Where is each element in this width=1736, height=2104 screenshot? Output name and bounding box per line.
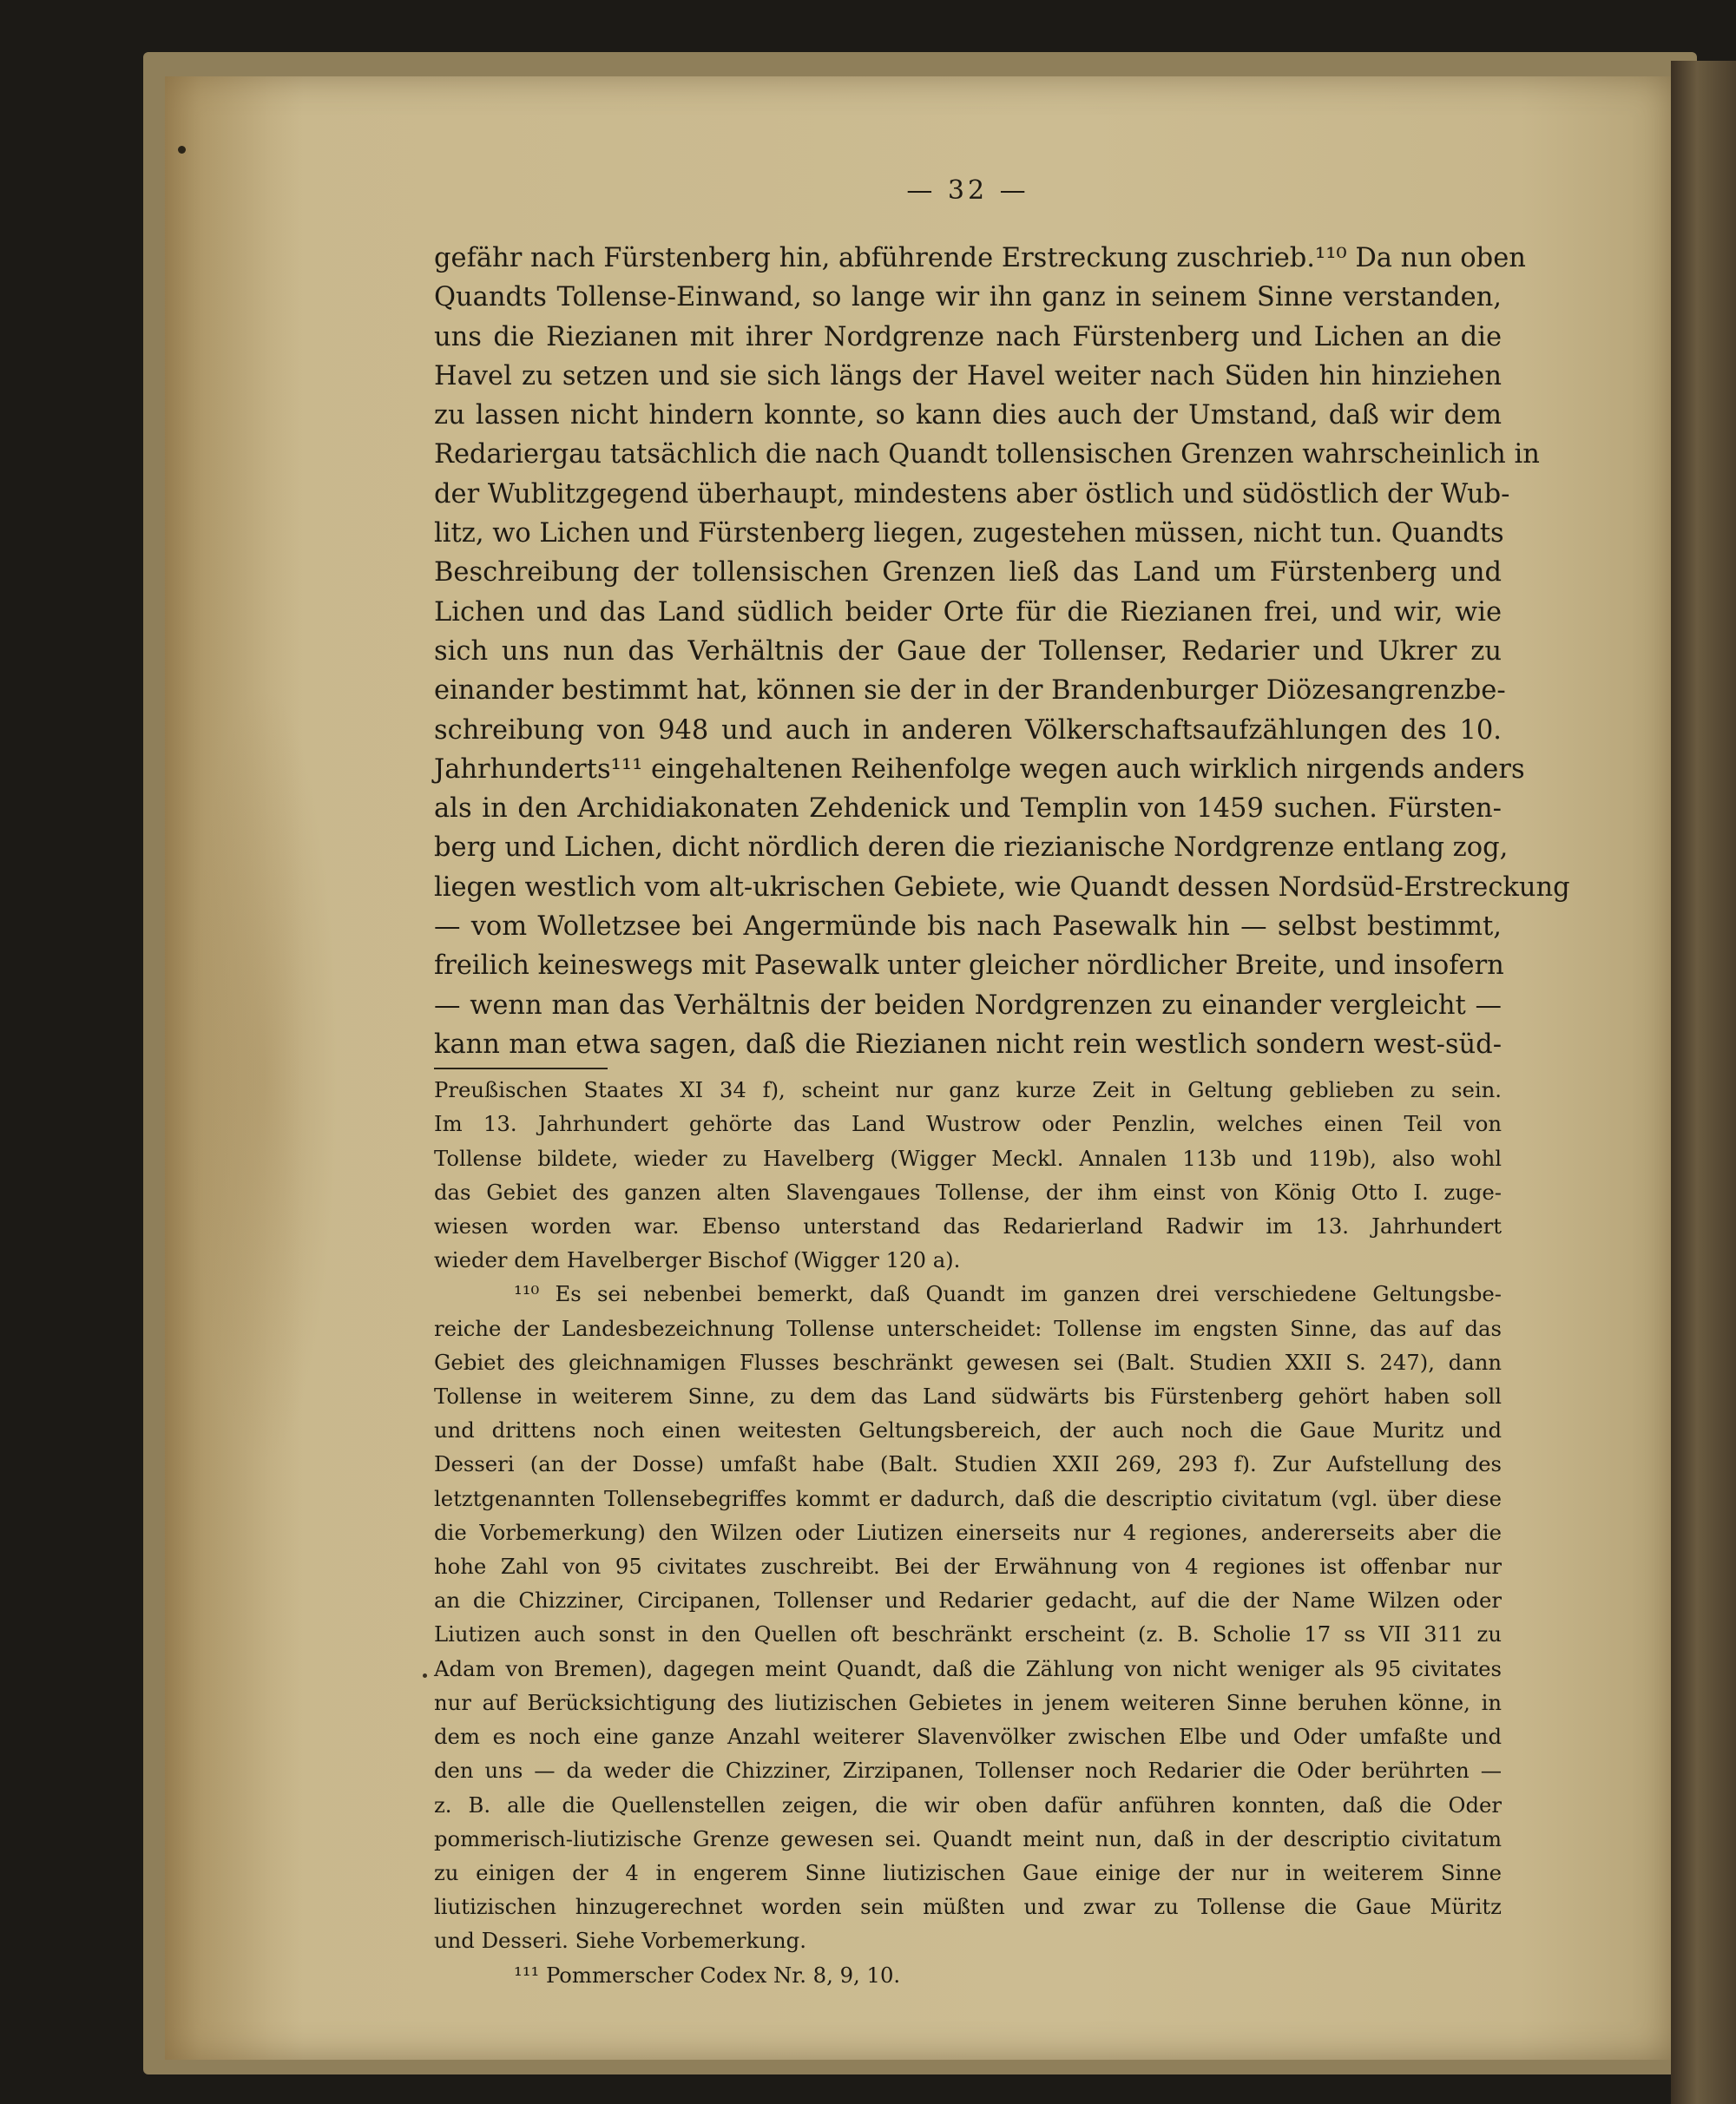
text-line: berg und Lichen, dicht nördlich deren die riezianische Nordgrenze entlang zog,: [434, 832, 1509, 864]
footnote-line: das Gebiet des ganzen alten Slavengaues Tollense, der ihm einst von König Otto I. zuge-: [434, 1179, 1502, 1205]
page-content: [434, 165, 1570, 1992]
footnote-continuation: [434, 1073, 1502, 1277]
facing-page-edge: [1671, 61, 1736, 2104]
footnote-line: wiesen worden war. Ebenso unterstand das Redarierland Radwir im 13. Jahrhundert: [434, 1213, 1502, 1239]
footnote-line: Gebiet des gleichnamigen Flusses beschränkt gewesen sei (Balt. Studien XXII S. 247), dann: [434, 1349, 1502, 1375]
ink-spot: [178, 146, 186, 154]
footnote-line: die Vorbemerkung) den Wilzen oder Liutizen einerseits nur 4 regiones, andererseits aber die: [434, 1519, 1502, 1545]
footnote-line: und Desseri. Siehe Vorbemerkung.: [434, 1928, 806, 1954]
footnote-line: ¹¹⁰ Es sei nebenbei bemerkt, daß Quandt im ganzen drei verschiedene Geltungsbe-: [514, 1281, 1502, 1307]
text-line: Lichen und das Land südlich beider Orte für die Riezianen frei, und wir, wie: [434, 596, 1502, 628]
footnote-line: hohe Zahl von 95 civitates zuschreibt. Bei der Erwähnung von 4 regiones ist offenbar nur: [434, 1554, 1502, 1580]
text-line: Beschreibung der tollensischen Grenzen ließ das Land um Fürstenberg und: [434, 557, 1502, 588]
footnote-line: Liutizen auch sonst in den Quellen oft beschränkt erscheint (z. B. Scholie 17 ss VII 311 zu: [434, 1621, 1502, 1647]
footnote-line: zu einigen der 4 in engerem Sinne liutizischen Gaue einige der nur in weiterem Sinne: [434, 1859, 1502, 1885]
footnote-line: ¹¹¹ Pommerscher Codex Nr. 8, 9, 10.: [514, 1962, 901, 1988]
text-line: — vom Wolletzsee bei Angermünde bis nach Pasewalk hin — selbst bestimmt,: [434, 911, 1502, 943]
footnote-111: [434, 1958, 1502, 1992]
footnote-line: nur auf Berücksichtigung des liutizischen Gebietes in jenem weiteren Sinne beruhen könne, in: [434, 1689, 1502, 1715]
footnote-line: Adam von Bremen), dagegen meint Quandt, daß die Zählung von nicht weniger als 95 civitates: [434, 1655, 1502, 1681]
footnote-divider: [434, 1068, 608, 1069]
footnote-line: Desseri (an der Dosse) umfaßt habe (Balt. Studien XXII 269, 293 f). Zur Aufstellung des: [434, 1451, 1502, 1477]
footnote-line: Tollense bildete, wieder zu Havelberg (Wigger Meckl. Annalen 113b und 119b), also wohl: [434, 1145, 1502, 1171]
text-line: Quandts Tollense-Einwand, so lange wir ihn ganz in seinem Sinne verstanden,: [434, 282, 1502, 313]
text-line: einander bestimmt hat, können sie der in der Brandenburger Diözesangrenzbe-: [434, 675, 1506, 707]
page-stain: [191, 684, 339, 1465]
text-line: zu lassen nicht hindern konnte, so kann dies auch der Umstand, daß wir dem: [434, 400, 1502, 431]
ink-spot: [423, 1673, 427, 1678]
footnote-line: und drittens noch einen weitesten Geltungsbereich, der auch noch die Gaue Muritz und: [434, 1417, 1502, 1443]
text-line: — wenn man das Verhältnis der beiden Nordgrenzen zu einander vergleicht —: [434, 990, 1502, 1021]
page-number: — 32 —: [906, 175, 1029, 206]
footnote-110: [434, 1277, 1502, 1957]
footnote-line: Im 13. Jahrhundert gehörte das Land Wustrow oder Penzlin, welches einen Teil von: [434, 1111, 1502, 1137]
text-line: freilich keineswegs mit Pasewalk unter gleicher nördlicher Breite, und insofern: [434, 950, 1504, 982]
text-line: uns die Riezianen mit ihrer Nordgrenze nach Fürstenberg und Lichen an die: [434, 321, 1502, 352]
text-line: liegen westlich vom alt-ukrischen Gebiete, wie Quandt dessen Nordsüd-Erstreckung: [434, 871, 1570, 903]
main-text: [434, 239, 1570, 1064]
footnote-line: dem es noch eine ganze Anzahl weiterer Slavenvölker zwischen Elbe und Oder umfaßte und: [434, 1724, 1502, 1750]
footnote-line: den uns — da weder die Chizziner, Zirzipanen, Tollenser noch Redarier die Oder berührten —: [434, 1758, 1502, 1784]
footnote-line: Preußischen Staates XI 34 f), scheint nur ganz kurze Zeit in Geltung geblieben zu sein.: [434, 1077, 1502, 1103]
text-line: litz, wo Lichen und Fürstenberg liegen, zugestehen müssen, nicht tun. Quandts: [434, 518, 1504, 549]
footnote-line: pommerisch-liutizische Grenze gewesen sei. Quandt meint nun, daß in der descriptio civitatum: [434, 1825, 1502, 1851]
footnote-line: z. B. alle die Quellenstellen zeigen, die wir oben dafür anführen konnten, daß die Oder: [434, 1792, 1502, 1818]
footnote-line: wieder dem Havelberger Bischof (Wigger 120 a).: [434, 1247, 961, 1273]
text-line: Redariergau tatsächlich die nach Quandt tollensischen Grenzen wahrscheinlich in: [434, 439, 1540, 470]
footnote-line: letztgenannten Tollensebegriffes kommt er dadurch, daß die descriptio civitatum (vgl. über diese: [434, 1485, 1502, 1511]
text-line: kann man etwa sagen, daß die Riezianen nicht rein westlich sondern west-süd-: [434, 1029, 1502, 1060]
text-line: Jahrhunderts¹¹¹ eingehaltenen Reihenfolge wegen auch wirklich nirgends anders: [434, 753, 1525, 785]
footnote-line: an die Chizziner, Circipanen, Tollenser und Redarier gedacht, auf die der Name Wilzen oder: [434, 1588, 1502, 1614]
footnote-line: Tollense in weiterem Sinne, zu dem das Land südwärts bis Fürstenberg gehört haben soll: [434, 1384, 1502, 1410]
footnote-line: reiche der Landesbezeichnung Tollense unterscheidet: Tollense im engsten Sinne, das auf das: [434, 1315, 1502, 1341]
text-line: sich uns nun das Verhältnis der Gaue der Tollenser, Redarier und Ukrer zu: [434, 635, 1502, 667]
text-line: Havel zu setzen und sie sich längs der Havel weiter nach Süden hin hinziehen: [434, 360, 1502, 391]
text-line: schreibung von 948 und auch in anderen Völkerschaftsaufzählungen des 10.: [434, 714, 1502, 746]
text-line: gefähr nach Fürstenberg hin, abführende Erstreckung zuschrieb.¹¹⁰ Da nun oben: [434, 243, 1526, 273]
text-line: als in den Archidiakonaten Zehdenick und Templin von 1459 suchen. Fürsten-: [434, 793, 1502, 825]
text-line: der Wublitzgegend überhaupt, mindestens aber östlich und südöstlich der Wub-: [434, 478, 1510, 510]
footnote-line: liutizischen hinzugerechnet worden sein müßten und zwar zu Tollense die Gaue Müritz: [434, 1894, 1502, 1920]
